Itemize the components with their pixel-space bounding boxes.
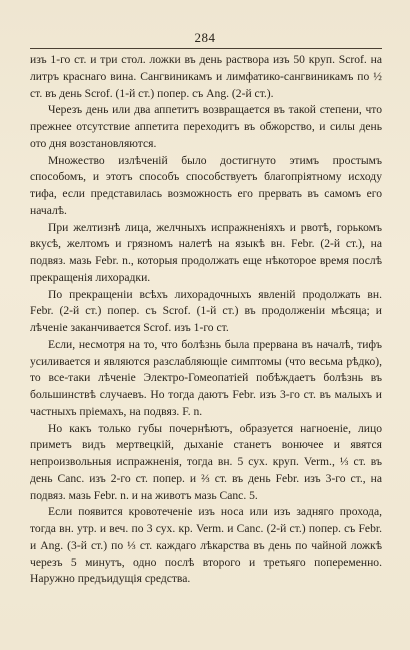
paragraph-5: По прекращеніи всѣхъ лихорадочныхъ явленій продолжать вн. Febr. (2-й ст.) попер. съ Scrof. (1-й ст.) въ продолженіи мѣсяца; и лѣченіе заканчивается Scrof. изъ 1-го ст. (30, 287, 382, 334)
paragraph-6: Если, несмотря на то, что болѣзнь была прервана въ началѣ, тифъ усиливается и являются разслабляющіе симптомы (что весьма рѣдко), то все-таки лѣченіе Электро-Гомеопатіей побѣждаетъ болѣзнь въ большинствѣ случаевъ. Но тогда даютъ Febr. изъ 3-го ст. въ малыхъ и частныхъ пріемахъ, на подвяз. F. n. (30, 337, 382, 418)
paragraph-1: изъ 1-го ст. и три стол. ложки въ день раствора изъ 50 круп. Scrof. на литръ краснаго вина. Сангвиникамъ и лимфатико-сангвиникамъ по ½ ст. въ день Scrof. (1-й ст.) попер. съ Ang. (2-й ст.). (30, 53, 382, 100)
paragraph-8: Если появится кровотеченіе изъ носа или изъ задняго прохода, тогда вн. утр. и веч. по 3 сух. кр. Verm. и Canc. (2-й ст.) попер. съ Febr. и Ang. (3-й ст.) по ⅓ ст. каждаго лѣкарства въ день по чайной ложкѣ черезъ 5 минутъ, одно послѣ второго и третьяго попеременно. Наружно предъидущія средства. (30, 505, 382, 586)
body-text (30, 52, 382, 588)
paragraph-2: Черезъ день или два аппетитъ возвращается въ такой степени, что прежнее отсутствие аппетита переходитъ въ обжорство, и силы день ото дня возстановляются. (30, 103, 382, 150)
header-rule (30, 48, 382, 49)
paragraph-7: Но какъ только губы почернѣютъ, образуется нагноеніе, лицо приметъ видъ мертвецкій, дыханіе станетъ вонючее и явятся непроизвольныя испражненія, тогда вн. 5 сух. круп. Verm., ⅓ ст. въ день Canc. изъ 2-го ст. попер. и ⅔ ст. въ день Febr. изъ 3-го ст., на подвяз. мазь Febr. n. и на животъ мазь Canc. 5. (30, 421, 382, 502)
paragraph-3: Множество излѣченій было достигнуто этимъ простымъ способомъ, и этотъ способъ способствуетъ благопріятному исходу тифа, если представилась возможность его прервать въ самомъ его началѣ. (30, 153, 382, 217)
paragraph-4: При желтизнѣ лица, желчныхъ испражненіяхъ и рвотѣ, горькомъ вкусѣ, желтомъ и грязномъ налетѣ на языкѣ вн. Febr. (2-й ст.), на подвяз. мазь Febr. n., которыя продолжать еще нѣкоторое время послѣ прекращенія лихорадки. (30, 220, 382, 284)
page-number: 284 (194, 30, 216, 45)
